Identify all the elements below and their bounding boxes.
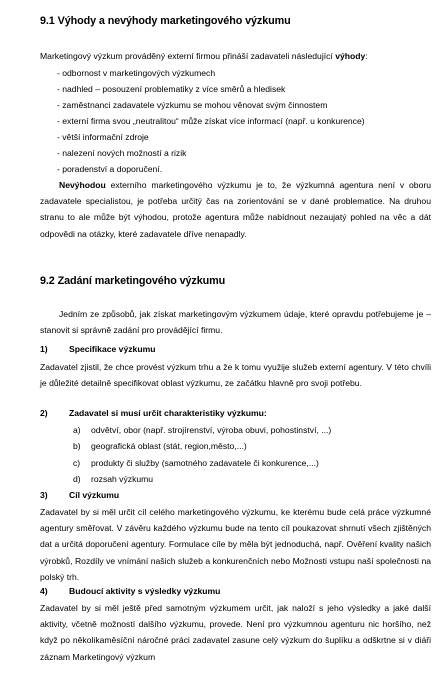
item-text: geografická oblast (stát, region,město,...) [91, 441, 247, 452]
advantages-intro [40, 48, 431, 64]
item-text-4: Zadavatel by si měl ještě před samotným výzkumem určit, jak naloží s jeho výsledky a jaké další aktivity, včetně možností dalšího výzkumu, provede. Není pro výzkumnou agenturu nic horšího, než když po několikaměsíční náročné práci zadavatel zasune celý výzkum do šuplíku a odškrtne si v diáři záznam Marketingový výzkum [40, 603, 431, 662]
characteristics-list [73, 422, 331, 488]
item-heading-2 [40, 405, 267, 421]
characteristic-item [73, 422, 331, 438]
advantages-list [57, 65, 365, 177]
advantage-item: - odbornost v marketingových výzkumech [57, 65, 365, 81]
item-letter: c) [73, 457, 81, 468]
item-letter: a) [73, 425, 81, 435]
item-heading-3 [40, 487, 119, 503]
advantages-intro-colon: : [365, 51, 368, 61]
advantages-intro-text: Marketingový výzkum prováděný externí firmou přináší zadavateli následující [40, 51, 336, 61]
advantage-item: - větší informační zdroje [57, 129, 365, 145]
advantage-item: - nalezení nových možností a rizik [57, 145, 365, 161]
item-letter: d) [73, 474, 81, 485]
advantage-item: - externí firma svou „neutralitou“ může získat více informací (např. u konkurence) [57, 113, 365, 129]
item-number: 3) [40, 490, 48, 500]
advantages-keyword: výhody [335, 51, 366, 61]
item-text-3: Zadavatel by si měl určit cíl celého marketingového výzkumu, ke kterému bude celá práce výzkumné agentury směřovat. V závěru každého výzkumu bude na tento cíl poukazovat shrnutí všech zjištěných dat a určitá doporučení agentury. Formulace cíle by měla být jednoduchá, např. Ověření kvality našich výrobků, Rozdíly ve vnímání našich služeb a konkurenčních nebo Možnosti vstupu naší společnosti na polský trh. [40, 507, 431, 582]
section-title-9-2: 9.2 Zadání marketingového výzkumu [40, 275, 226, 287]
item-heading-text: Cíl výzkumu [69, 490, 120, 500]
item-heading-text: Budoucí aktivity s výsledky výzkumu [69, 586, 221, 596]
disadvantage-paragraph [40, 177, 431, 242]
item-text-1: Zadavatel zjistil, že chce provést výzkum trhu a že k tomu využije služeb externí agentury. V této chvíli je důležité detailně specifikovat oblast výzkumu, ze začátku hlavně pro svoji potřebu. [40, 362, 431, 389]
item-text: produkty či služby (samotného zadavatele či konkurence,...) [91, 457, 319, 468]
item-heading-text: Zadavatel si musí určit charakteristiky výzkumu: [69, 408, 267, 418]
assignment-intro: Jedním ze způsobů, jak získat marketingovým výzkumem údaje, které opravdu potřebujeme je – stanovit si správně zadání pro provádějící firmu. [40, 309, 431, 336]
item-number: 1) [40, 344, 48, 354]
item-letter: b) [73, 441, 81, 452]
advantage-item: - nadhled – posouzení problematiky z více směrů a hledisek [57, 81, 365, 97]
section-title-9-1: 9.1 Výhody a nevýhody marketingového výzkumu [40, 15, 291, 27]
disadvantage-text: externího marketingového výzkumu je to, že výzkumná agentura není v oboru zadavatele specialistou, je potřeba určitý čas na zorientování se v dané problematice. Na druhou stranu to ale může být výhodou, protože agentura může nabídnout nezaujatý pohled na věc a dát odpovědi na otázky, které zadavatele dříve nenapadly. [40, 180, 431, 239]
item-text: odvětví, obor (např. strojírenství, výroba obuvi, pohostinství, ...) [91, 425, 332, 435]
characteristic-item [73, 471, 331, 487]
item-heading-text: Specifikace výzkumu [69, 344, 156, 354]
item-number: 4) [40, 586, 48, 596]
item-text: rozsah výzkumu [91, 474, 154, 485]
advantage-item: - poradenství a doporučení. [57, 161, 365, 177]
item-heading-4 [40, 583, 220, 599]
advantage-item: - zaměstnanci zadavatele výzkumu se mohou věnovat svým činnostem [57, 97, 365, 113]
disadvantage-keyword: Nevýhodou [59, 180, 106, 190]
item-heading-1 [40, 341, 155, 357]
characteristic-item [73, 438, 331, 454]
item-number: 2) [40, 408, 48, 418]
characteristic-item [73, 455, 331, 471]
